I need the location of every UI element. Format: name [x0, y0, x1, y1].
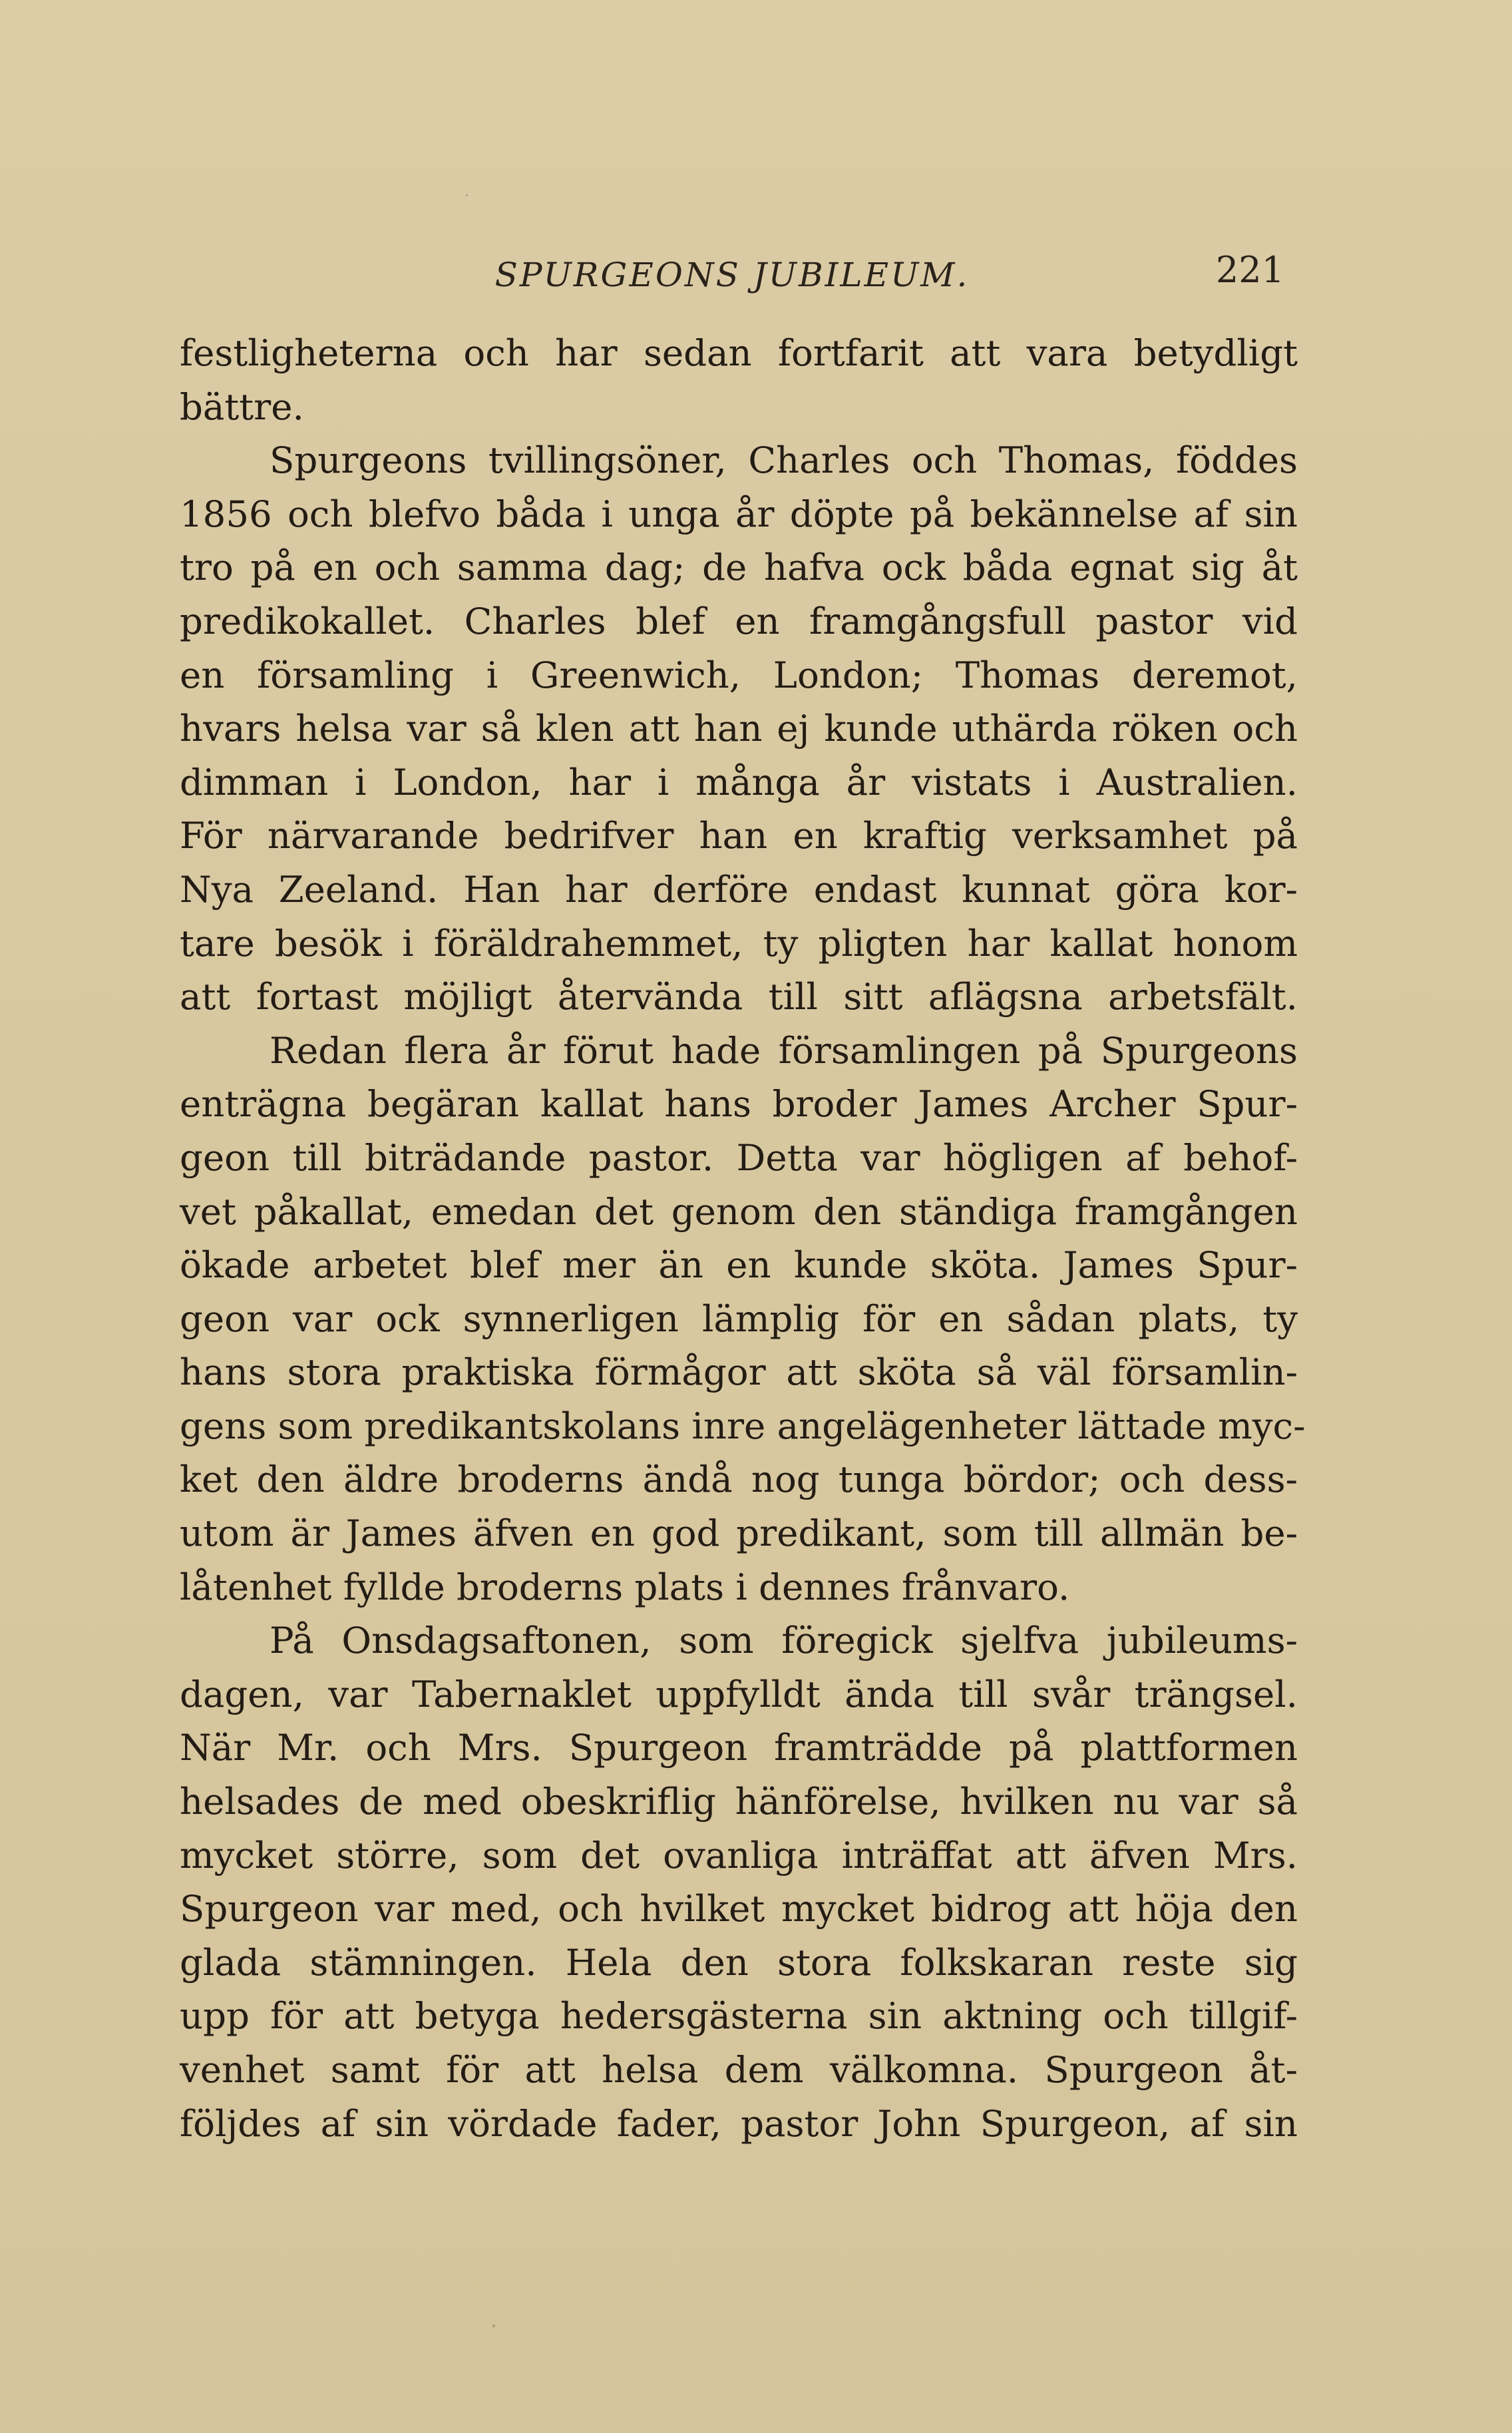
- text-line: tare besök i föräldrahemmet, ty pligten har kallat honom: [180, 921, 1298, 965]
- text-line: För närvarande bedrifver han en kraftig verksamhet på: [180, 814, 1298, 857]
- text-line: venhet samt för att helsa dem välkomna. Spurgeon åt-: [180, 2048, 1298, 2091]
- text-line: Nya Zeeland. Han har derföre endast kunnat göra kor-: [180, 867, 1298, 911]
- text-line: 1856 och blefvo båda i unga år döpte på bekännelse af sin: [180, 492, 1298, 535]
- text-line: hans stora praktiska förmågor att sköta så väl församlin-: [180, 1351, 1298, 1394]
- text-line: helsades de med obeskriflig hänförelse, hvilken nu var så: [180, 1780, 1298, 1823]
- text-line: bättre.: [180, 385, 304, 428]
- body-text: [180, 326, 1306, 2150]
- text-line: ökade arbetet blef mer än en kunde sköta. James Spur-: [180, 1243, 1298, 1287]
- page-speck-top: [466, 194, 468, 196]
- running-title: SPURGEONS JUBILEUM.: [494, 256, 970, 294]
- text-line: låtenhet fyllde broderns plats i dennes frånvaro.: [180, 1565, 1070, 1608]
- text-line: festligheterna och har sedan fortfarit att vara betydligt: [180, 332, 1298, 374]
- page-speck-bottom: [492, 2324, 495, 2327]
- text-line: tro på en och samma dag; de hafva ock båda egnat sig åt: [180, 546, 1298, 589]
- text-line: utom är James äfven en god predikant, som till allmän be-: [180, 1512, 1298, 1555]
- text-line: På Onsdagsaftonen, som föregick sjelfva jubileums-: [270, 1619, 1298, 1662]
- text-line: Spurgeon var med, och hvilket mycket bidrog att höja den: [180, 1887, 1298, 1930]
- text-line: glada stämningen. Hela den stora folkskaran reste sig: [180, 1940, 1298, 1984]
- text-line: enträgna begäran kallat hans broder James Archer Spur-: [180, 1082, 1298, 1126]
- text-line: geon var ock synnerligen lämplig för en sådan plats, ty: [180, 1297, 1298, 1340]
- page-number: 221: [1215, 249, 1284, 291]
- text-line: geon till biträdande pastor. Detta var högligen af behof-: [180, 1136, 1298, 1179]
- text-line: mycket större, som det ovanliga inträffat att äfven Mrs.: [180, 1833, 1298, 1877]
- text-line: Redan flera år förut hade församlingen på Spurgeons: [270, 1028, 1298, 1072]
- text-line: vet påkallat, emedan det genom den ständiga framgången: [180, 1190, 1298, 1233]
- text-line: dimman i London, har i många år vistats i Australien.: [180, 760, 1298, 803]
- text-line: hvars helsa var så klen att han ej kunde uthärda röken och: [180, 707, 1298, 750]
- page-header: [180, 245, 1284, 298]
- text-line: Spurgeons tvillingsöner, Charles och Thomas, föddes: [270, 439, 1298, 482]
- text-line: en församling i Greenwich, London; Thomas deremot,: [180, 653, 1298, 696]
- text-line: ket den äldre broderns ändå nog tunga bördor; och dess-: [180, 1458, 1298, 1501]
- text-line: predikokallet. Charles blef en framgångsfull pastor vid: [180, 599, 1298, 642]
- text-line: När Mr. och Mrs. Spurgeon framträdde på plattformen: [180, 1726, 1298, 1769]
- text-line: upp för att betyga hedersgästerna sin aktning och tillgif-: [180, 1994, 1298, 2038]
- text-line: gens som predikantskolans inre angelägenheter lättade myc-: [180, 1404, 1306, 1447]
- text-line: att fortast möjligt återvända till sitt aflägsna arbetsfält.: [180, 975, 1298, 1018]
- text-line: dagen, var Tabernaklet uppfylldt ända till svår trängsel.: [180, 1672, 1298, 1715]
- text-line: följdes af sin vördade fader, pastor John Spurgeon, af sin: [180, 2101, 1298, 2145]
